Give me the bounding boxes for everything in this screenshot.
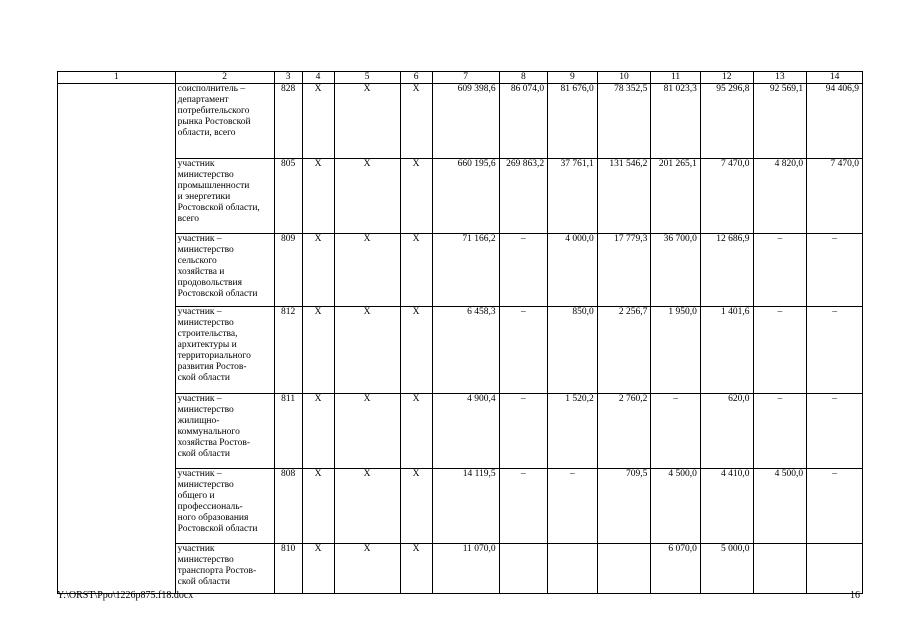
amount-cell	[597, 544, 651, 594]
amount-cell: –	[499, 307, 548, 394]
executor-name-line: департамент	[177, 95, 229, 105]
amount-cell: 81 023,3	[651, 84, 701, 159]
executor-name-line: министерство	[177, 480, 234, 490]
executor-name-line: территориального	[177, 351, 251, 361]
footer-page-number: 16	[850, 590, 860, 601]
column-number-header: 11	[651, 72, 701, 84]
amount-cell: 95 296,8	[700, 84, 753, 159]
executor-name-line: участник –	[177, 469, 222, 479]
executor-name-line: развития Ростов-	[177, 362, 247, 372]
x-mark-cell: Х	[334, 84, 400, 159]
executor-name-line: министерство	[177, 318, 234, 328]
executor-name-line: министерство	[177, 170, 234, 180]
table-row	[58, 394, 863, 469]
executor-name-line: хозяйства Ростов-	[177, 438, 250, 448]
column-number-header-row	[58, 72, 863, 84]
amount-cell: 36 700,0	[651, 234, 701, 307]
x-mark-cell: Х	[400, 84, 432, 159]
amount-cell: 78 352,5	[597, 84, 651, 159]
executor-name-line: соисполнитель –	[177, 84, 246, 94]
table-row	[58, 234, 863, 307]
executor-name-cell	[175, 234, 274, 307]
executor-name-line: транспорта Ростов-	[177, 566, 257, 576]
executor-name-cell	[175, 159, 274, 234]
amount-cell: 7 470,0	[807, 159, 863, 234]
executor-name-line: ской области	[177, 373, 230, 383]
executor-name-line: общего и	[177, 491, 215, 501]
column-number-header: 9	[548, 72, 598, 84]
x-mark-cell: Х	[334, 469, 400, 544]
amount-cell: 1 950,0	[651, 307, 701, 394]
code-cell: 810	[274, 544, 302, 594]
executor-name-line: архитектуры и	[177, 340, 237, 350]
executor-name-cell	[175, 544, 274, 594]
x-mark-cell: Х	[400, 159, 432, 234]
x-mark-cell: Х	[302, 394, 334, 469]
executor-name-cell	[175, 394, 274, 469]
code-cell: 805	[274, 159, 302, 234]
amount-cell: 11 070,0	[432, 544, 499, 594]
column-number-header: 2	[175, 72, 274, 84]
amount-cell: –	[753, 234, 807, 307]
executor-name-line: участник	[177, 159, 215, 169]
column-number-header: 5	[334, 72, 400, 84]
amount-cell: 709,5	[597, 469, 651, 544]
executor-name-line: и энергетики	[177, 192, 231, 202]
executor-name-line: участник	[177, 544, 215, 554]
x-mark-cell: Х	[302, 84, 334, 159]
amount-cell: 131 546,2	[597, 159, 651, 234]
amount-cell: 2 256,7	[597, 307, 651, 394]
amount-cell	[548, 544, 598, 594]
code-cell: 811	[274, 394, 302, 469]
code-cell: 828	[274, 84, 302, 159]
amount-cell: 5 000,0	[700, 544, 753, 594]
table-body	[58, 72, 863, 594]
executor-name-line: строительства,	[177, 329, 238, 339]
amount-cell: 4 410,0	[700, 469, 753, 544]
budget-table	[57, 71, 863, 594]
column-number-header: 3	[274, 72, 302, 84]
amount-cell: 17 779,3	[597, 234, 651, 307]
amount-cell: 660 195,6	[432, 159, 499, 234]
amount-cell: 4 820,0	[753, 159, 807, 234]
x-mark-cell: Х	[400, 544, 432, 594]
amount-cell: 201 265,1	[651, 159, 701, 234]
x-mark-cell: Х	[302, 544, 334, 594]
x-mark-cell: Х	[334, 544, 400, 594]
x-mark-cell: Х	[334, 394, 400, 469]
x-mark-cell: Х	[302, 469, 334, 544]
executor-name-line: министерство	[177, 245, 234, 255]
executor-name-line: Ростовской области,	[177, 203, 260, 213]
column-number-header: 14	[807, 72, 863, 84]
amount-cell: 4 000,0	[548, 234, 598, 307]
amount-cell: 609 398,6	[432, 84, 499, 159]
table-row	[58, 159, 863, 234]
amount-cell: 6 070,0	[651, 544, 701, 594]
executor-name-line: министерство	[177, 405, 234, 415]
executor-name-line: ного образования	[177, 513, 249, 523]
executor-name-line: рынка Ростовской	[177, 117, 251, 127]
amount-cell: –	[807, 234, 863, 307]
x-mark-cell: Х	[334, 234, 400, 307]
code-cell: 812	[274, 307, 302, 394]
executor-name-cell	[175, 84, 274, 159]
amount-cell: –	[807, 469, 863, 544]
column-number-header: 8	[499, 72, 548, 84]
amount-cell: –	[807, 307, 863, 394]
executor-name-line: участник –	[177, 394, 222, 404]
executor-name-line: всего	[177, 214, 200, 224]
executor-name-line: министерство	[177, 555, 234, 565]
amount-cell: –	[499, 469, 548, 544]
executor-name-line: ской области	[177, 577, 230, 587]
executor-name-cell	[175, 307, 274, 394]
x-mark-cell: Х	[334, 159, 400, 234]
merged-first-column-cell	[58, 84, 176, 594]
x-mark-cell: Х	[302, 159, 334, 234]
table-row	[58, 307, 863, 394]
amount-cell: –	[548, 469, 598, 544]
footer-file-path: Y:\ORST\Ppo\1226p875.f18.docx	[57, 590, 194, 601]
executor-name-line: жилищно-	[177, 416, 220, 426]
table-row	[58, 84, 863, 159]
executor-name-line: продовольствия	[177, 278, 242, 288]
executor-name-cell	[175, 469, 274, 544]
executor-name-line: профессиональ-	[177, 502, 243, 512]
column-number-header: 7	[432, 72, 499, 84]
amount-cell: –	[753, 394, 807, 469]
executor-name-line: сельского	[177, 256, 217, 266]
table-row	[58, 469, 863, 544]
executor-name-line: хозяйства и	[177, 267, 225, 277]
amount-cell	[753, 544, 807, 594]
amount-cell: 37 761,1	[548, 159, 598, 234]
column-number-header: 6	[400, 72, 432, 84]
amount-cell: –	[753, 307, 807, 394]
column-number-header: 12	[700, 72, 753, 84]
code-cell: 809	[274, 234, 302, 307]
column-number-header: 13	[753, 72, 807, 84]
table-row	[58, 544, 863, 594]
amount-cell: 1 401,6	[700, 307, 753, 394]
amount-cell: 4 500,0	[651, 469, 701, 544]
amount-cell: 14 119,5	[432, 469, 499, 544]
amount-cell: 269 863,2	[499, 159, 548, 234]
amount-cell: 71 166,2	[432, 234, 499, 307]
amount-cell: 94 406,9	[807, 84, 863, 159]
executor-name-line: промышленности	[177, 181, 250, 191]
executor-name-line: потребительского	[177, 106, 250, 116]
executor-name-line: участник –	[177, 234, 222, 244]
executor-name-line: участник –	[177, 307, 222, 317]
code-cell: 808	[274, 469, 302, 544]
amount-cell: 6 458,3	[432, 307, 499, 394]
column-number-header: 4	[302, 72, 334, 84]
x-mark-cell: Х	[302, 234, 334, 307]
amount-cell: 4 900,4	[432, 394, 499, 469]
amount-cell: 86 074,0	[499, 84, 548, 159]
amount-cell: –	[499, 234, 548, 307]
amount-cell	[807, 544, 863, 594]
amount-cell: 1 520,2	[548, 394, 598, 469]
amount-cell: 2 760,2	[597, 394, 651, 469]
amount-cell	[499, 544, 548, 594]
amount-cell: –	[807, 394, 863, 469]
executor-name-line: Ростовской области	[177, 289, 258, 299]
amount-cell: 620,0	[700, 394, 753, 469]
x-mark-cell: Х	[334, 307, 400, 394]
x-mark-cell: Х	[400, 307, 432, 394]
x-mark-cell: Х	[400, 234, 432, 307]
column-number-header: 1	[58, 72, 176, 84]
amount-cell: 7 470,0	[700, 159, 753, 234]
amount-cell: 850,0	[548, 307, 598, 394]
amount-cell: 92 569,1	[753, 84, 807, 159]
executor-name-line: коммунального	[177, 427, 240, 437]
x-mark-cell: Х	[400, 394, 432, 469]
amount-cell: –	[651, 394, 701, 469]
amount-cell: –	[499, 394, 548, 469]
executor-name-line: ской области	[177, 449, 230, 459]
x-mark-cell: Х	[302, 307, 334, 394]
amount-cell: 4 500,0	[753, 469, 807, 544]
column-number-header: 10	[597, 72, 651, 84]
amount-cell: 81 676,0	[548, 84, 598, 159]
x-mark-cell: Х	[400, 469, 432, 544]
amount-cell: 12 686,9	[700, 234, 753, 307]
executor-name-line: Ростовской области	[177, 524, 258, 534]
executor-name-line: области, всего	[177, 128, 236, 138]
